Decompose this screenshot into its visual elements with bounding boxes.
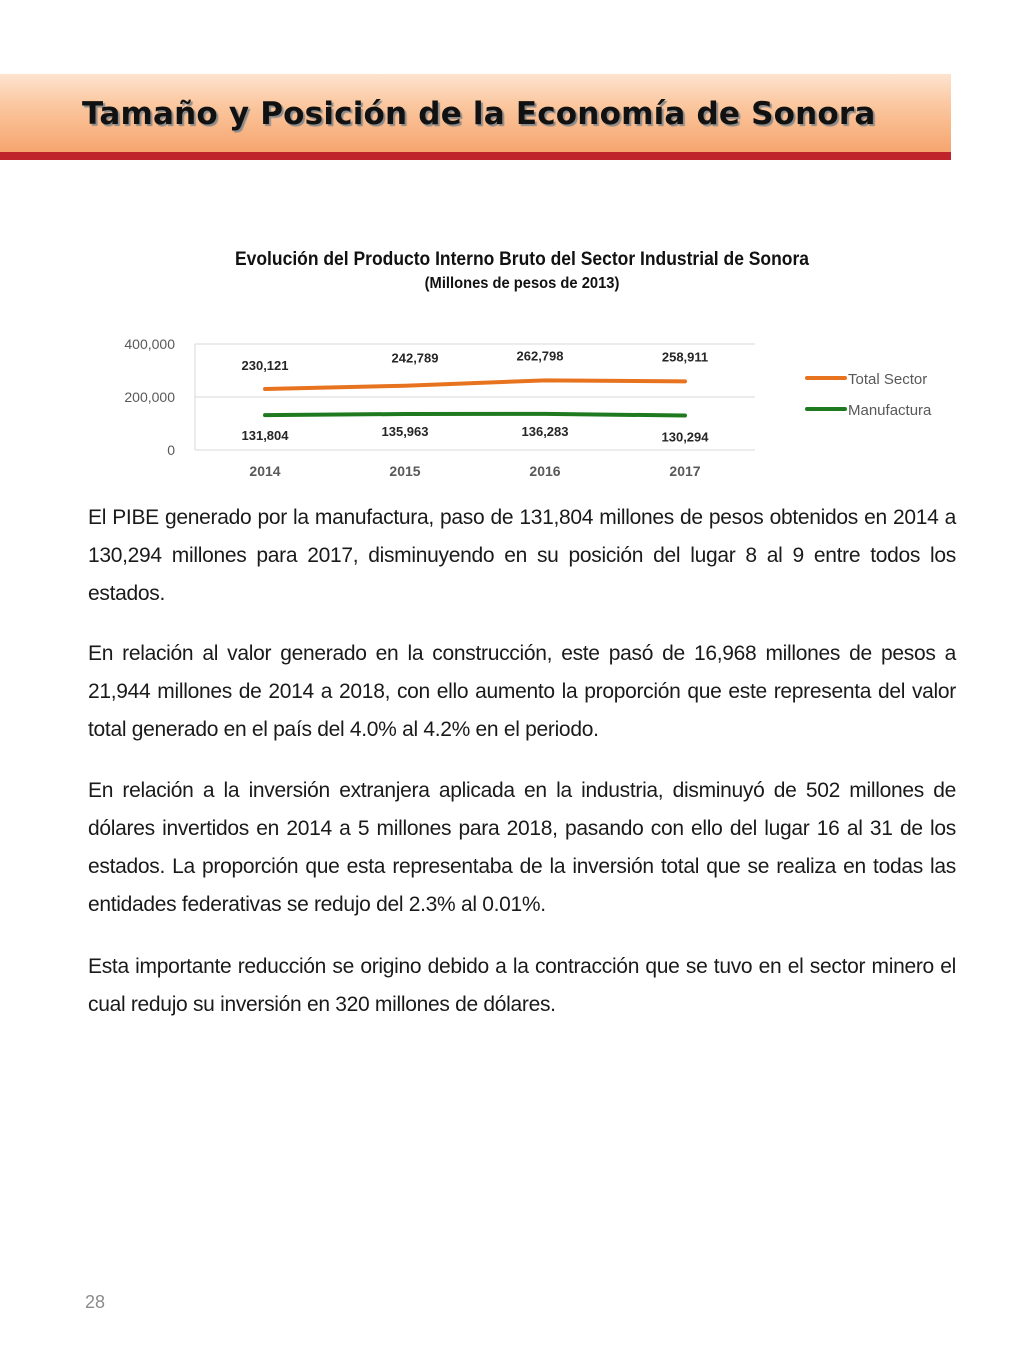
data-label: 258,911 xyxy=(661,349,709,365)
x-tick-label: 2017 xyxy=(669,463,701,479)
x-tick-label: 2014 xyxy=(249,463,281,479)
paragraph-sector-minero: Esta importante reducción se origino debido a la contracción que se tuvo en el sector minero el cual redujo su inversión en 320 millones de dólares. xyxy=(88,955,956,1016)
data-label: 131,804 xyxy=(241,428,289,444)
legend-label: Manufactura xyxy=(848,402,932,419)
y-axis-labels xyxy=(124,336,175,458)
y-tick-label: 0 xyxy=(167,442,175,458)
paragraph-construccion: En relación al valor generado en la construcción, este pasó de 16,968 millones de pesos a 21,944 millones de 2014 a 2018, con ello aumento la proporción que este representa del valor total generado en el país del 4.0% al 4.2% en el periodo. xyxy=(88,642,956,741)
paragraph-inversion-extranjera: En relación a la inversión extranjera aplicada en la industria, disminuyó de 502 millones de dólares invertidos en 2014 a 5 millones para 2018, pasando con ello del lugar 16 al 31 de los estados. La proporción que esta representaba de la inversión total que se realiza en todas las entidades federativas se redujo del 2.3% al 0.01%. xyxy=(88,779,956,916)
chart-subtitle: (Millones de pesos de 2013) xyxy=(424,275,620,292)
y-tick-label: 400,000 xyxy=(124,336,175,352)
data-labels xyxy=(242,348,710,444)
data-label: 130,294 xyxy=(661,429,709,445)
x-tick-label: 2016 xyxy=(529,463,561,479)
data-label: 136,283 xyxy=(521,423,569,439)
y-tick-label: 200,000 xyxy=(124,389,175,405)
data-label: 242,789 xyxy=(391,350,439,366)
page-title: Tamaño y Posición de la Economía de Sonora xyxy=(82,96,876,132)
data-label: 230,121 xyxy=(241,358,289,374)
page-number: 28 xyxy=(85,1292,106,1312)
x-tick-label: 2015 xyxy=(389,463,421,479)
chart-series xyxy=(265,380,685,415)
data-label: 262,798 xyxy=(516,348,564,364)
data-label: 135,963 xyxy=(381,423,429,439)
legend-label: Total Sector xyxy=(848,371,928,388)
pib-line-chart xyxy=(100,320,940,490)
chart-legend xyxy=(807,371,932,419)
x-axis-labels xyxy=(249,463,700,479)
series-line-manufactura xyxy=(265,414,685,416)
chart-title: Evolución del Producto Interno Bruto del Sector Industrial de Sonora xyxy=(235,249,809,270)
paragraph-manufactura: El PIBE generado por la manufactura, paso de 131,804 millones de pesos obtenidos en 2014 a 130,294 millones para 2017, disminuyendo en su posición del lugar 8 al 9 entre todos los estados. xyxy=(88,506,956,605)
series-line-total-sector xyxy=(265,380,685,389)
header-rule xyxy=(0,152,951,160)
